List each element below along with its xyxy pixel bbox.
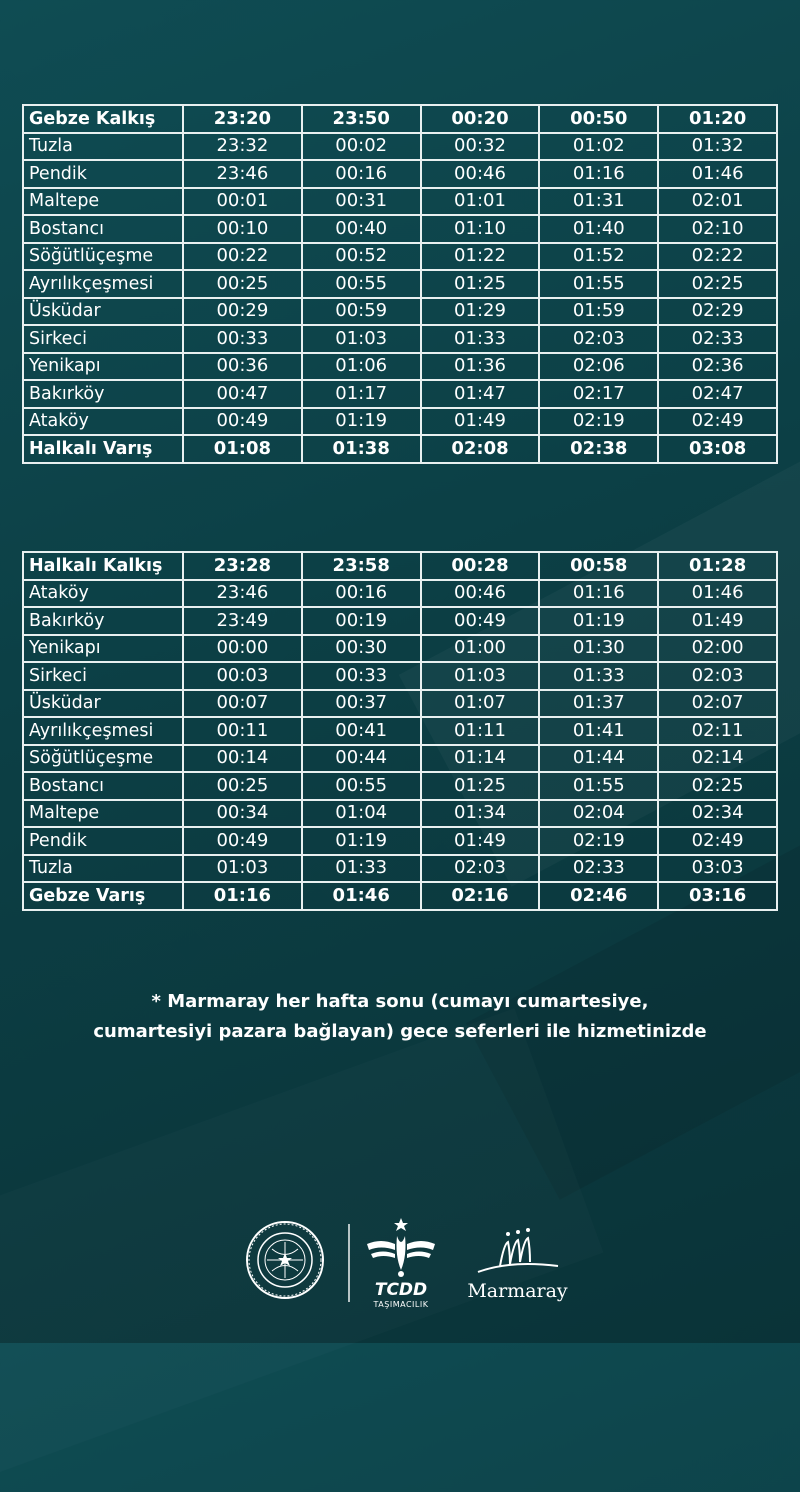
departure-time-cell: 01:03 [421,662,540,690]
station-name-cell: Ayrılıkçeşmesi [23,270,183,298]
departure-time-cell: 02:06 [539,353,658,381]
station-name-cell: Pendik [23,160,183,188]
station-name-cell: Pendik [23,827,183,855]
departure-time-cell: 03:03 [658,855,777,883]
departure-time-cell: 00:49 [183,827,302,855]
departure-time-cell: 01:11 [421,717,540,745]
timetable-halkali-gebze [22,551,778,911]
departure-time-cell: 00:50 [539,105,658,133]
departure-time-cell: 23:46 [183,160,302,188]
departure-time-cell: 23:49 [183,607,302,635]
station-name-cell: Söğütlüçeşme [23,745,183,773]
departure-time-cell: 02:14 [658,745,777,773]
departure-time-cell: 03:16 [658,882,777,910]
table-row [23,160,777,188]
departure-time-cell: 01:19 [302,408,421,436]
departure-time-cell: 00:07 [183,690,302,718]
station-name-cell: Yenikapı [23,353,183,381]
departure-time-cell: 02:17 [539,380,658,408]
departure-time-cell: 02:33 [539,855,658,883]
departure-time-cell: 01:52 [539,243,658,271]
departure-time-cell: 01:49 [421,827,540,855]
departure-time-cell: 00:47 [183,380,302,408]
departure-time-cell: 00:33 [302,662,421,690]
departure-time-cell: 01:03 [302,325,421,353]
departure-time-cell: 01:03 [183,855,302,883]
station-name-cell: Bostancı [23,215,183,243]
table-row [23,188,777,216]
departure-time-cell: 01:47 [421,380,540,408]
departure-time-cell: 00:37 [302,690,421,718]
departure-time-cell: 02:19 [539,827,658,855]
departure-time-cell: 23:28 [183,552,302,580]
table-row [23,635,777,663]
departure-time-cell: 01:00 [421,635,540,663]
tcdd-emblem-icon [361,1214,441,1280]
departure-time-cell: 00:32 [421,133,540,161]
departure-time-cell: 23:58 [302,552,421,580]
departure-time-cell: 01:32 [658,133,777,161]
station-name-cell: Üsküdar [23,690,183,718]
departure-time-cell: 00:11 [183,717,302,745]
departure-time-cell: 01:16 [539,160,658,188]
table-row [23,827,777,855]
departure-time-cell: 02:08 [421,435,540,463]
departure-time-cell: 00:19 [302,607,421,635]
departure-time-cell: 01:08 [183,435,302,463]
departure-time-cell: 00:55 [302,270,421,298]
station-name-cell: Söğütlüçeşme [23,243,183,271]
table-row [23,855,777,883]
table-row [23,353,777,381]
departure-time-cell: 00:29 [183,298,302,326]
departure-time-cell: 00:28 [421,552,540,580]
departure-time-cell: 02:25 [658,270,777,298]
departure-time-cell: 23:32 [183,133,302,161]
marmaray-name: Marmaray [467,1280,568,1302]
departure-time-cell: 01:06 [302,353,421,381]
departure-time-cell: 00:55 [302,772,421,800]
departure-time-cell: 01:31 [539,188,658,216]
table-row [23,745,777,773]
departure-time-cell: 01:25 [421,772,540,800]
departure-time-cell: 00:49 [421,607,540,635]
table-arrival-row [23,882,777,910]
departure-time-cell: 02:03 [658,662,777,690]
departure-time-cell: 00:10 [183,215,302,243]
departure-time-cell: 01:19 [302,827,421,855]
departure-time-cell: 02:49 [658,827,777,855]
table-row [23,133,777,161]
departure-time-cell: 02:16 [421,882,540,910]
table-header-row [23,552,777,580]
departure-time-cell: 02:38 [539,435,658,463]
departure-time-cell: 00:25 [183,270,302,298]
station-name-cell: Ataköy [23,580,183,608]
table-row [23,662,777,690]
departure-time-cell: 01:33 [539,662,658,690]
departure-time-cell: 00:52 [302,243,421,271]
departure-time-cell: 01:46 [658,160,777,188]
departure-time-cell: 23:50 [302,105,421,133]
departure-time-cell: 01:16 [183,882,302,910]
table-row [23,717,777,745]
departure-time-cell: 01:29 [421,298,540,326]
departure-time-cell: 02:07 [658,690,777,718]
station-name-cell: Tuzla [23,133,183,161]
departure-time-cell: 00:16 [302,580,421,608]
departure-time-cell: 01:55 [539,772,658,800]
departure-time-cell: 02:10 [658,215,777,243]
departure-time-cell: 00:22 [183,243,302,271]
departure-time-cell: 02:46 [539,882,658,910]
timetable-gebze-halkali [22,104,778,464]
station-name-cell: Bakırköy [23,607,183,635]
table-row [23,800,777,828]
departure-time-cell: 00:49 [183,408,302,436]
table-header-row [23,105,777,133]
departure-time-cell: 01:16 [539,580,658,608]
tcdd-name: TCDD [374,1280,428,1300]
departure-time-cell: 02:00 [658,635,777,663]
departure-time-cell: 01:41 [539,717,658,745]
departure-time-cell: 01:55 [539,270,658,298]
service-note-line1: * Marmaray her hafta sonu (cumayı cumartesiye, [151,991,649,1012]
departure-time-cell: 02:11 [658,717,777,745]
table-row [23,580,777,608]
departure-time-cell: 02:01 [658,188,777,216]
tcdd-logo [355,1210,447,1320]
departure-time-cell: 02:22 [658,243,777,271]
departure-time-cell: 00:36 [183,353,302,381]
departure-time-cell: 00:44 [302,745,421,773]
table-row [23,270,777,298]
ministry-seal-icon [245,1220,325,1300]
departure-time-cell: 01:30 [539,635,658,663]
departure-time-cell: 01:59 [539,298,658,326]
departure-time-cell: 00:31 [302,188,421,216]
departure-time-cell: 02:19 [539,408,658,436]
departure-time-cell: 01:46 [658,580,777,608]
footer-logos [0,1210,800,1320]
departure-time-cell: 01:20 [658,105,777,133]
station-name-cell: Maltepe [23,800,183,828]
departure-time-cell: 01:01 [421,188,540,216]
departure-time-cell: 01:33 [421,325,540,353]
departure-time-cell: 01:49 [421,408,540,436]
departure-time-cell: 00:00 [183,635,302,663]
marmaray-emblem-icon [470,1222,565,1282]
departure-time-cell: 00:01 [183,188,302,216]
departure-time-cell: 00:33 [183,325,302,353]
departure-time-cell: 02:34 [658,800,777,828]
departure-time-cell: 02:47 [658,380,777,408]
departure-time-cell: 01:44 [539,745,658,773]
table-row [23,380,777,408]
departure-time-cell: 00:03 [183,662,302,690]
departure-time-cell: 02:03 [539,325,658,353]
departure-time-cell: 00:58 [539,552,658,580]
departure-time-cell: 01:33 [302,855,421,883]
table-row [23,215,777,243]
departure-time-cell: 01:49 [658,607,777,635]
departure-time-cell: 02:04 [539,800,658,828]
station-name-cell: Gebze Varış [23,882,183,910]
marmaray-logo [460,1222,580,1312]
station-name-cell: Halkalı Kalkış [23,552,183,580]
table-row [23,772,777,800]
departure-time-cell: 01:40 [539,215,658,243]
departure-time-cell: 01:19 [539,607,658,635]
departure-time-cell: 00:25 [183,772,302,800]
departure-time-cell: 23:20 [183,105,302,133]
station-name-cell: Yenikapı [23,635,183,663]
departure-time-cell: 01:14 [421,745,540,773]
departure-time-cell: 01:34 [421,800,540,828]
departure-time-cell: 00:14 [183,745,302,773]
departure-time-cell: 01:02 [539,133,658,161]
station-name-cell: Üsküdar [23,298,183,326]
departure-time-cell: 02:03 [421,855,540,883]
tcdd-subtitle: TAŞIMACILIK [373,1300,429,1309]
station-name-cell: Bostancı [23,772,183,800]
departure-time-cell: 00:20 [421,105,540,133]
departure-time-cell: 00:46 [421,580,540,608]
departure-time-cell: 02:29 [658,298,777,326]
logo-divider [348,1224,350,1302]
station-name-cell: Maltepe [23,188,183,216]
departure-time-cell: 03:08 [658,435,777,463]
departure-time-cell: 01:46 [302,882,421,910]
departure-time-cell: 00:40 [302,215,421,243]
departure-time-cell: 23:46 [183,580,302,608]
table-row [23,690,777,718]
table-row [23,298,777,326]
service-note-line2: cumartesiyi pazara bağlayan) gece seferleri ile hizmetinizde [93,1021,707,1042]
table-row [23,325,777,353]
table-row [23,607,777,635]
departure-time-cell: 01:17 [302,380,421,408]
departure-time-cell: 00:59 [302,298,421,326]
table-row [23,408,777,436]
station-name-cell: Tuzla [23,855,183,883]
departure-time-cell: 00:30 [302,635,421,663]
departure-time-cell: 01:10 [421,215,540,243]
departure-time-cell: 02:25 [658,772,777,800]
table-row [23,243,777,271]
departure-time-cell: 00:41 [302,717,421,745]
departure-time-cell: 01:07 [421,690,540,718]
departure-time-cell: 00:46 [421,160,540,188]
departure-time-cell: 01:28 [658,552,777,580]
departure-time-cell: 02:36 [658,353,777,381]
station-name-cell: Ayrılıkçeşmesi [23,717,183,745]
station-name-cell: Ataköy [23,408,183,436]
departure-time-cell: 00:16 [302,160,421,188]
station-name-cell: Bakırköy [23,380,183,408]
departure-time-cell: 00:02 [302,133,421,161]
departure-time-cell: 01:36 [421,353,540,381]
station-name-cell: Sirkeci [23,325,183,353]
departure-time-cell: 01:22 [421,243,540,271]
station-name-cell: Gebze Kalkış [23,105,183,133]
departure-time-cell: 02:33 [658,325,777,353]
departure-time-cell: 01:37 [539,690,658,718]
departure-time-cell: 01:25 [421,270,540,298]
station-name-cell: Halkalı Varış [23,435,183,463]
departure-time-cell: 01:38 [302,435,421,463]
station-name-cell: Sirkeci [23,662,183,690]
departure-time-cell: 02:49 [658,408,777,436]
service-note [40,987,760,1047]
departure-time-cell: 01:04 [302,800,421,828]
departure-time-cell: 00:34 [183,800,302,828]
table-arrival-row [23,435,777,463]
